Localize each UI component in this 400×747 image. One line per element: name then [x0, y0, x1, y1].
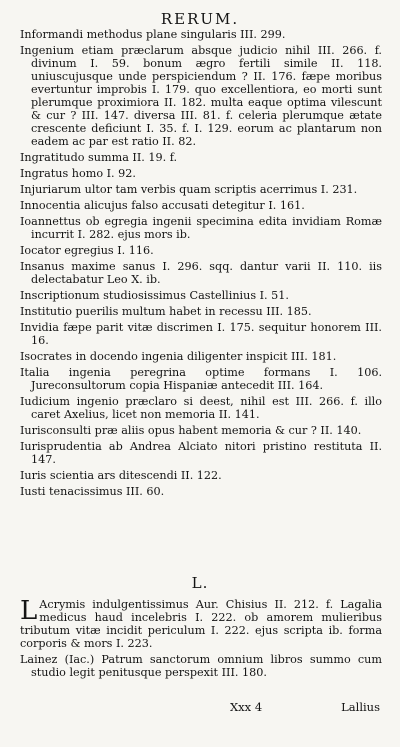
index-entry: Ingratitudo summa II. 19. f.	[20, 151, 178, 164]
index-entry: Ioannettus ob egregia ingenii specimina edita invidiam Romæ incurrit I. 282. ejus mors ib.	[20, 215, 382, 241]
index-entry: Iurisconsulti præ aliis opus habent memoria & cur ? II. 140.	[20, 424, 362, 437]
page-footer	[20, 700, 380, 716]
section-letter: L.	[191, 574, 209, 592]
index-entry: Ingenium etiam præclarum absque judicio nihil III. 266. f. divinum I. 59. bonum ægro fertili simile II. 118. uniuscujusque unde perspiciendum ? II. 176. fæpe moribus evertuntur improbis I. 179. quo excellentiora, eo morti sunt plerumque proximiora II. 182. multa eaque optima vilescunt & cur ? III. 147. diversa III. 81. f. celeria plerumque ætate crescente deficiunt I. 35. f. I. 129. eorum ac plantarum non eadem ac par est ratio II. 82.	[20, 44, 382, 148]
index-entry-dropcap	[20, 598, 382, 650]
index-entry: Ingratus homo I. 92.	[20, 167, 136, 180]
index-entry: Inscriptionum studiosissimus Castellinius I. 51.	[20, 289, 289, 302]
running-head: RERUM.	[160, 10, 240, 28]
index-entry: Insanus maxime sanus I. 296. sqq. dantur varii II. 110. iis delectabatur Leo X. ib.	[20, 260, 382, 286]
index-entry: Iusti tenacissimus III. 60.	[20, 485, 165, 498]
index-entry: Innocentia alicujus falso accusati detegitur I. 161.	[20, 199, 305, 212]
index-entry-text: Acrymis indulgentissimus Aur. Chisius II. 212. f. Lagalia medicus haud incelebris I. 222. ob amorem mulieribus tributum vitæ incidit periculum I. 222. ejus scripta ib. forma corporis & mors I. 223.	[20, 598, 382, 650]
index-entry: Injuriarum ultor tam verbis quam scriptis acerrimus I. 231.	[20, 183, 358, 196]
index-entry: Italia ingenia peregrina optime formans I. 106. Jureconsultorum copia Hispaniæ antecedit III. 164.	[20, 366, 382, 392]
index-entry: Informandi methodus plane singularis III. 299.	[20, 28, 286, 41]
index-entry: Iocator egregius I. 116.	[20, 244, 154, 257]
signature-mark: Xxx 4	[230, 700, 263, 714]
index-entries	[20, 28, 382, 501]
drop-cap: L	[20, 596, 38, 626]
catchword: Lallius	[341, 700, 380, 714]
index-entry: Iudicium ingenio præclaro si deest, nihil est III. 266. f. illo caret Axelius, licet non memoria II. 141.	[20, 395, 382, 421]
index-entry: Invidia fæpe parit vitæ discrimen I. 175. sequitur honorem III. 16.	[20, 321, 382, 347]
index-entry: Iurisprudentia ab Andrea Alciato nitori pristino restituta II. 147.	[20, 440, 382, 466]
index-entry: Isocrates in docendo ingenia diligenter inspicit III. 181.	[20, 350, 337, 363]
index-entries-l	[20, 598, 382, 682]
index-entry: Iuris scientia ars ditescendi II. 122.	[20, 469, 222, 482]
index-entry: Lainez (Iac.) Patrum sanctorum omnium libros summo cum studio legit penitusque perspexit III. 180.	[20, 653, 382, 679]
index-entry: Institutio puerilis multum habet in recessu III. 185.	[20, 305, 312, 318]
